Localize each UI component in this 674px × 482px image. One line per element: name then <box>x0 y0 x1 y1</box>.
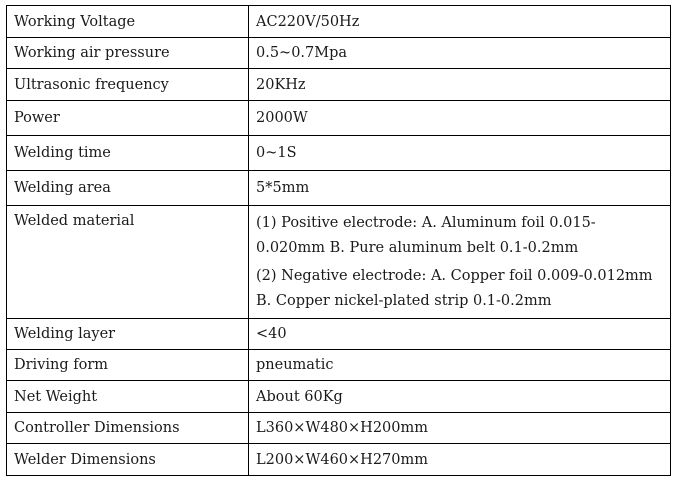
spec-value: L360×W480×H200mm <box>249 413 671 444</box>
spec-label: Welding area <box>7 171 249 206</box>
table-row <box>7 171 671 206</box>
spec-value: <40 <box>249 319 671 350</box>
material-negative: (2) Negative electrode: A. Copper foil 0.009-0.012mm B. Copper nickel-plated strip 0.1-0.2mm <box>256 268 653 309</box>
table-row <box>7 101 671 136</box>
spec-value: 0~1S <box>249 136 671 171</box>
spec-value: AC220V/50Hz <box>249 6 671 38</box>
table-row <box>7 350 671 381</box>
spec-value: 2000W <box>249 101 671 136</box>
material-positive: (1) Positive electrode: A. Aluminum foil 0.015-0.020mm B. Pure aluminum belt 0.1-0.2mm <box>256 215 596 256</box>
spec-value: 5*5mm <box>249 171 671 206</box>
table-row <box>7 444 671 476</box>
spec-value: 0.5~0.7Mpa <box>249 38 671 69</box>
table-row <box>7 136 671 171</box>
table-row <box>7 319 671 350</box>
spec-label: Driving form <box>7 350 249 381</box>
spec-value <box>249 206 671 319</box>
table-row <box>7 38 671 69</box>
table-row <box>7 69 671 101</box>
spec-label: Power <box>7 101 249 136</box>
spec-label: Welded material <box>7 206 249 319</box>
table-row <box>7 206 671 319</box>
spec-label: Net Weight <box>7 381 249 413</box>
table-row <box>7 413 671 444</box>
spec-label: Welder Dimensions <box>7 444 249 476</box>
spec-label: Working air pressure <box>7 38 249 69</box>
spec-label: Ultrasonic frequency <box>7 69 249 101</box>
spec-label: Welding time <box>7 136 249 171</box>
spec-value: About 60Kg <box>249 381 671 413</box>
table-row <box>7 6 671 38</box>
spec-value: pneumatic <box>249 350 671 381</box>
spec-label: Working Voltage <box>7 6 249 38</box>
table-row <box>7 381 671 413</box>
spec-label: Controller Dimensions <box>7 413 249 444</box>
spec-label: Welding layer <box>7 319 249 350</box>
spec-value: L200×W460×H270mm <box>249 444 671 476</box>
spec-value: 20KHz <box>249 69 671 101</box>
spec-table <box>6 5 671 476</box>
